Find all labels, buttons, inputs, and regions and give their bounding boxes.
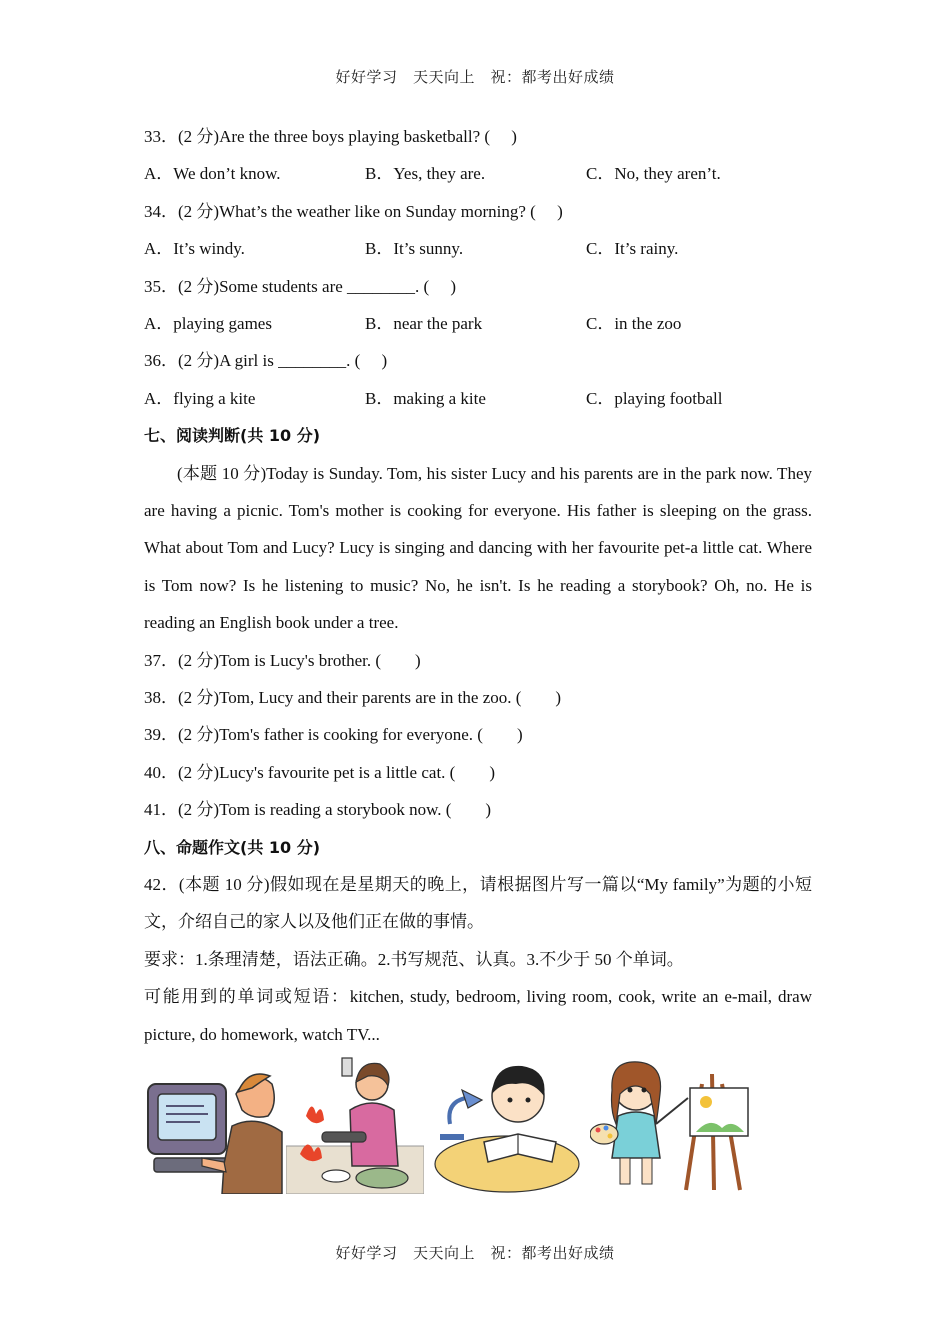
section-7-title: 七、阅读判断(共 10 分) — [144, 426, 321, 446]
option-b[interactable]: B．Yes, they are. — [365, 164, 486, 184]
question-33 — [144, 118, 812, 193]
option-c[interactable]: C．It’s rainy. — [586, 239, 679, 259]
composition-requirements: 要求：1.条理清楚，语法正确。2.书写规范、认真。3.不少于 50 个单词。 — [144, 949, 684, 969]
question-text: 36．(2 分)A girl is ________. ( ) — [144, 351, 388, 371]
section-8-title: 八、命题作文(共 10 分) — [144, 837, 321, 857]
boy-homework-icon — [432, 1054, 582, 1194]
judge-item-41: 41．(2 分)Tom is reading a storybook now. ( ) — [144, 800, 492, 820]
question-34 — [144, 193, 812, 268]
options-row — [144, 305, 812, 342]
option-a[interactable]: A．playing games — [144, 313, 272, 333]
woman-cooking-icon — [286, 1054, 424, 1194]
question-36 — [144, 342, 812, 417]
composition-word-bank: 可能用到的单词或短语：kitchen, study, bedroom, living room, cook, write an e-mail, draw picture, do homework, watch TV... — [144, 987, 812, 1044]
option-b[interactable]: B．near the park — [365, 313, 483, 333]
girl-painting-icon — [590, 1054, 754, 1194]
option-b[interactable]: B．making a kite — [365, 388, 486, 408]
judge-item-37: 37．(2 分)Tom is Lucy's brother. ( ) — [144, 650, 421, 670]
options-row — [144, 380, 812, 417]
option-c[interactable]: C．No, they aren’t. — [586, 164, 721, 184]
options-row — [144, 155, 812, 192]
judge-item-39: 39．(2 分)Tom's father is cooking for everyone. ( ) — [144, 725, 523, 745]
worksheet-content — [144, 118, 812, 1053]
composition-prompt: 42．(本题 10 分)假如现在是星期天的晚上，请根据图片写一篇以“My family”为题的小短文，介绍自己的家人以及他们正在做的事情。 — [144, 874, 812, 932]
options-row — [144, 230, 812, 267]
judge-item-40: 40．(2 分)Lucy's favourite pet is a little cat. ( ) — [144, 762, 495, 782]
option-a[interactable]: A．We don’t know. — [144, 164, 281, 184]
option-a[interactable]: A．It’s windy. — [144, 239, 245, 259]
reading-passage: (本题 10 分)Today is Sunday. Tom, his sister Lucy and his parents are in the park now. They are having a picnic. Tom's mother is cooking for everyone. His father is sleeping on the grass. What about Tom and Lucy? Lucy is singing and dancing with her favourite pet-a little cat. Where is Tom now? Is he listening to music? No, he isn't. Is he reading a storybook? Oh, no. He is reading an English book under a tree. — [144, 463, 812, 633]
judge-item-38: 38．(2 分)Tom, Lucy and their parents are in the zoo. ( ) — [144, 687, 562, 707]
question-35 — [144, 268, 812, 343]
man-computer-icon — [144, 1054, 284, 1194]
question-text: 33．(2 分)Are the three boys playing basketball? ( ) — [144, 127, 517, 146]
page-footer: 好好学习 天天向上 祝：都考出好成绩 — [335, 1244, 615, 1262]
question-text: 34．(2 分)What’s the weather like on Sunday morning? ( ) — [144, 201, 563, 221]
option-c[interactable]: C．playing football — [586, 388, 723, 408]
option-b[interactable]: B．It’s sunny. — [365, 239, 464, 259]
question-text: 35．(2 分)Some students are ________. ( ) — [144, 276, 457, 296]
option-a[interactable]: A．flying a kite — [144, 388, 256, 408]
family-pictures — [144, 1054, 754, 1194]
page-header: 好好学习 天天向上 祝：都考出好成绩 — [335, 68, 615, 86]
option-c[interactable]: C．in the zoo — [586, 313, 682, 333]
